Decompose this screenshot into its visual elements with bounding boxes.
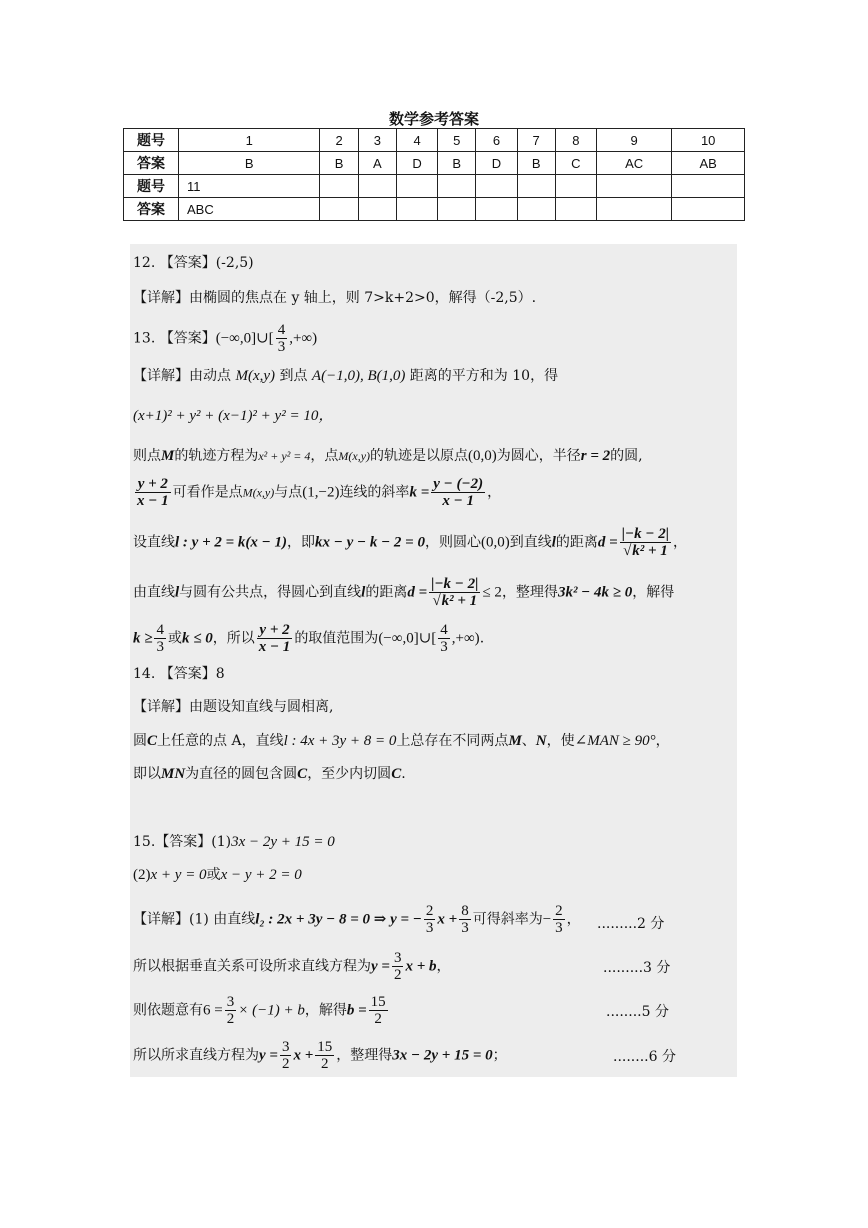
q15-answer-line2: (2)x + y = 0或x − y + 2 = 0 <box>133 867 302 883</box>
fraction: $\frac{4}{3}$ <box>156 622 164 655</box>
answer-label: 答案 <box>124 198 179 221</box>
question-number: 1 <box>179 129 320 152</box>
question-number: 6 <box>476 129 517 152</box>
q13-detail-line6: 由直线l与圆有公共点，得圆心到直线l的距离d = $\frac{|-k - 2|}{\text{√k² + 1}}$ ≤ 2，整理得3k² − 4k ≥ 0，解得 <box>133 576 675 609</box>
q15-detail-line3: 则依题意有6 = $\frac{3}{2}$ × (−1) + b，解得b = $\frac{15}{2}$ <box>133 994 386 1027</box>
q13-detail-line7: k ≥ $\frac{4}{3}$ 或k ≤ 0，所以 $\frac{y + 2}{x - 1}$ 的取值范围为(−∞,0]∪[ $\frac{4}{3}$ ,+∞). <box>133 622 485 655</box>
question-number: 7 <box>517 129 555 152</box>
empty-cell <box>517 198 555 221</box>
empty-cell <box>517 175 555 198</box>
score-mark: .........2 分 <box>597 916 665 932</box>
question-number: 4 <box>397 129 438 152</box>
answer-cell: B <box>320 152 358 175</box>
answer-table <box>123 128 745 221</box>
q14-detail-line2: 圆C上任意的点 A，直线l : 4x + 3y + 8 = 0上总存在不同两点M、N，使∠MAN ≥ 90°， <box>133 733 670 749</box>
empty-cell <box>596 175 671 198</box>
q13-detail-line5: 设直线l : y + 2 = k(x − 1)，即kx − y − k − 2 = 0，则圆心(0,0)到直线l的距离d = $\frac{|-k - 2|}{\text{√k² + 1}}$ ， <box>133 526 688 559</box>
empty-cell <box>476 175 517 198</box>
fraction: $\frac{3}{2}$ <box>393 950 402 983</box>
answer-cell: AB <box>672 152 745 175</box>
q13-detail-line1: 【详解】由动点 M(x,y) 到点 A(−1,0), B(1,0) 距离的平方和为 10，得 <box>133 368 559 384</box>
fraction: $\frac{8}{3}$ <box>461 903 469 936</box>
fraction: $\frac{|-k - 2|}{\text{√k² + 1}}$ <box>431 576 479 609</box>
empty-cell <box>596 198 671 221</box>
q12-answer: 12. 【答案】(-2,5) <box>133 255 254 271</box>
answer-cell: D <box>397 152 438 175</box>
q13-answer: 13. 【答案】(−∞,0]∪[ $\frac{4}{3}$ ,+∞) <box>133 322 318 355</box>
answer-cell: B <box>179 152 320 175</box>
score-mark: .........3 分 <box>603 960 671 976</box>
score-mark: ........5 分 <box>606 1004 669 1020</box>
fraction: $\frac{15}{2}$ <box>370 994 386 1027</box>
answer-cell: D <box>476 152 517 175</box>
empty-cell <box>358 175 396 198</box>
fraction: $\frac{3}{2}$ <box>281 1039 290 1072</box>
q15-answer-line1: 15.【答案】(1)3x − 2y + 15 = 0 <box>133 834 335 850</box>
score-mark: ........6 分 <box>613 1049 676 1065</box>
q15-detail-line4: 所以所求直线方程为y = $\frac{3}{2}$ x + $\frac{15}{2}$ ，整理得3x − 2y + 15 = 0； <box>133 1039 507 1072</box>
answer-label: 答案 <box>124 152 179 175</box>
header-label: 题号 <box>124 129 179 152</box>
fraction: $\frac{4}{3}$ <box>277 322 286 355</box>
q14-detail-line3: 即以MN为直径的圆包含圆C，至少内切圆C. <box>133 766 406 782</box>
empty-cell <box>397 198 438 221</box>
q12-detail: 【详解】由椭圆的焦点在 y 轴上，则 7>k+2>0，解得（-2,5）. <box>133 290 537 306</box>
empty-cell <box>555 175 596 198</box>
question-number: 10 <box>672 129 745 152</box>
fraction: $\frac{4}{3}$ <box>440 622 448 655</box>
header-label: 题号 <box>124 175 179 198</box>
fraction: $\frac{3}{2}$ <box>226 994 235 1027</box>
fraction: $\frac{2}{3}$ <box>425 903 434 936</box>
q15-detail-line2: 所以根据垂直关系可设所求直线方程为y = $\frac{3}{2}$ x + b， <box>133 950 451 983</box>
empty-cell <box>476 198 517 221</box>
q13-equation: (x+1)² + y² + (x−1)² + y² = 10， <box>133 408 334 424</box>
fraction: $\frac{2}{3}$ <box>555 903 563 936</box>
empty-cell <box>672 198 745 221</box>
table-row <box>124 175 745 198</box>
fraction: $\frac{y + 2}{x - 1}$ <box>137 476 169 509</box>
table-row <box>124 152 745 175</box>
fraction: $\frac{|-k - 2|}{\text{√k² + 1}}$ <box>621 526 670 559</box>
fraction: $\frac{15}{2}$ <box>317 1039 333 1072</box>
answer-cell: C <box>555 152 596 175</box>
empty-cell <box>672 175 745 198</box>
fraction: $\frac{y - (-2)}{x - 1}$ <box>433 476 484 509</box>
answer-cell: B <box>517 152 555 175</box>
empty-cell <box>438 175 476 198</box>
q14-answer: 14. 【答案】8 <box>133 666 225 682</box>
question-number: 9 <box>596 129 671 152</box>
question-number: 11 <box>179 175 320 198</box>
page-title: 数学参考答案 <box>388 110 479 128</box>
fraction: $\frac{y + 2}{x - 1}$ <box>258 622 291 655</box>
question-number: 8 <box>555 129 596 152</box>
empty-cell <box>438 198 476 221</box>
empty-cell <box>320 175 358 198</box>
empty-cell <box>358 198 396 221</box>
q15-detail-line1: 【详解】(1) 由直线l₂ : 2x + 3y − 8 = 0 ⇒ y = − $\frac{2}{3}$ x + $\frac{8}{3}$ 可得斜率为− $\frac{2}{3}$ ， <box>133 903 581 936</box>
q13-detail-line3: 则点M的轨迹方程为x² + y² = 4，点M(x,y)的轨迹是以原点(0,0)为圆心，半径r = 2的圆, <box>133 448 643 464</box>
empty-cell <box>397 175 438 198</box>
q13-detail-line4: $\frac{y + 2}{x - 1}$ 可看作是点M(x,y)与点(1,−2)连线的斜率k = $\frac{y - (-2)}{x - 1}$ ， <box>137 476 502 509</box>
answer-cell: AC <box>596 152 671 175</box>
answer-cell: B <box>438 152 476 175</box>
question-number: 5 <box>438 129 476 152</box>
answer-cell: ABC <box>179 198 320 221</box>
empty-cell <box>555 198 596 221</box>
answer-cell: A <box>358 152 396 175</box>
empty-cell <box>320 198 358 221</box>
table-row <box>124 129 745 152</box>
question-number: 3 <box>358 129 396 152</box>
table-row <box>124 198 745 221</box>
question-number: 2 <box>320 129 358 152</box>
q14-detail-line1: 【详解】由题设知直线与圆相离, <box>133 699 334 715</box>
